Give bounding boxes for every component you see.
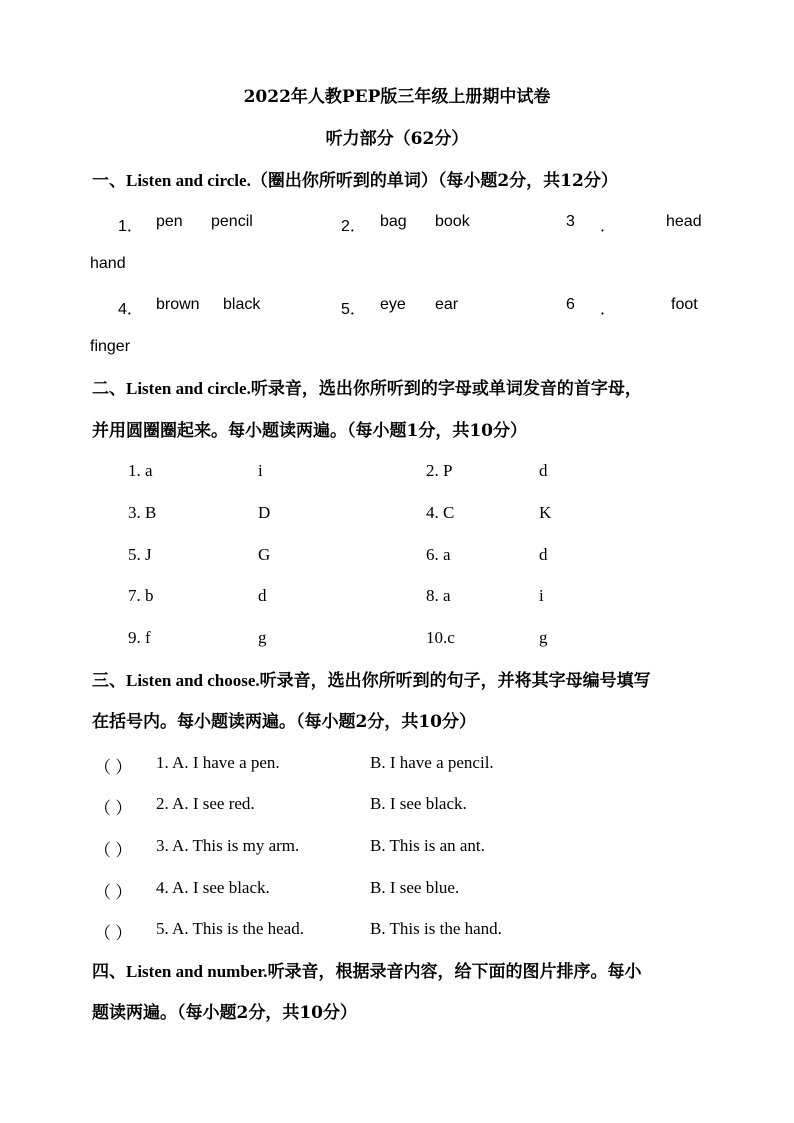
letter-option: 1. a <box>128 461 153 480</box>
sentence-option: B. I have a pencil. <box>370 753 494 772</box>
word-option: hand <box>90 255 126 272</box>
exam-subtitle: 听力部分（62分） <box>325 129 469 149</box>
word-option: black <box>223 296 261 313</box>
letter-option: 10.c <box>426 628 455 647</box>
answer-bracket[interactable]: （ ） <box>94 758 133 777</box>
sentence-option: 4. A. I see black. <box>156 878 270 897</box>
section3-heading-en: Listen and choose. <box>126 671 260 690</box>
question-number: 6 <box>566 296 575 313</box>
sentence-option: 1. A. I have a pen. <box>156 753 280 772</box>
letter-option: K <box>539 503 552 522</box>
letter-option: d <box>539 461 548 480</box>
letter-option: D <box>258 503 271 522</box>
section2-heading-en: Listen and circle. <box>126 379 251 398</box>
answer-bracket[interactable]: （ ） <box>94 883 133 902</box>
section4-heading-cn: 听录音，根据录音内容，给下面的图片排序。每小 <box>267 962 642 982</box>
word-option: pencil <box>211 213 253 230</box>
sentence-option: 5. A. This is the head. <box>156 919 304 938</box>
letter-option: d <box>258 586 267 605</box>
word-option: head <box>666 213 702 230</box>
section1-heading-cn: （圈出你所听到的单词）（每小题2分，共12分） <box>250 171 618 191</box>
section3-heading-prefix: 三、 <box>92 671 126 691</box>
letter-option: 7. b <box>128 586 154 605</box>
answer-bracket[interactable]: （ ） <box>94 799 133 818</box>
letter-option: 8. a <box>426 586 451 605</box>
answer-bracket[interactable]: （ ） <box>94 924 133 943</box>
section1-heading <box>92 170 618 192</box>
word-option: bag <box>380 213 407 230</box>
word-option: book <box>435 213 470 230</box>
sentence-option: B. This is the hand. <box>370 919 502 938</box>
sentence-option: 2. A. I see red. <box>156 794 255 813</box>
section4-heading-prefix: 四、 <box>92 962 126 982</box>
word-option: foot <box>671 296 698 313</box>
section4-heading <box>92 961 642 983</box>
word-option: ear <box>435 296 459 313</box>
letter-option: 3. B <box>128 503 157 522</box>
section2-heading-prefix: 二、 <box>92 379 126 399</box>
letter-option: G <box>258 545 271 564</box>
letter-option: 4. C <box>426 503 455 522</box>
word-option: brown <box>156 296 200 313</box>
letter-option: 5. J <box>128 545 152 564</box>
section3-heading <box>92 670 651 692</box>
letter-option: i <box>539 586 544 605</box>
sentence-option: B. I see blue. <box>370 878 460 897</box>
question-number: 2． <box>341 218 366 235</box>
letter-option: 6. a <box>426 545 451 564</box>
question-number: 3 <box>566 213 575 230</box>
letter-option: 9. f <box>128 628 151 647</box>
question-dot: ． <box>600 218 617 235</box>
letter-option: d <box>539 545 548 564</box>
section2-heading-line2: 并用圆圈圈起来。每小题读两遍。（每小题1分，共10分） <box>92 421 527 441</box>
sentence-option: 3. A. This is my arm. <box>156 836 300 855</box>
section3-heading-cn: 听录音，选出你所听到的句子，并将其字母编号填写 <box>259 671 651 691</box>
letter-option: g <box>258 628 267 647</box>
word-option: eye <box>380 296 406 313</box>
sentence-option: B. This is an ant. <box>370 836 485 855</box>
question-number: 5． <box>341 301 366 318</box>
section4-heading-line2: 题读两遍。（每小题2分，共10分） <box>92 1003 357 1023</box>
question-number: 1． <box>118 218 143 235</box>
section2-heading-cn: 听录音，选出你所听到的字母或单词发音的首字母， <box>250 379 642 399</box>
section4-heading-en: Listen and number. <box>126 962 268 981</box>
word-option: pen <box>156 213 183 230</box>
section3-heading-line2: 在括号内。每小题读两遍。（每小题2分，共10分） <box>92 712 476 732</box>
word-option: finger <box>90 338 131 355</box>
question-number: 4． <box>118 301 143 318</box>
section1-heading-en: Listen and circle. <box>126 171 251 190</box>
section1-heading-prefix: 一、 <box>92 171 126 191</box>
exam-title: 2022年人教PEP版三年级上册期中试卷 <box>243 87 551 107</box>
section2-heading <box>92 378 642 400</box>
answer-bracket[interactable]: （ ） <box>94 841 133 860</box>
letter-option: i <box>258 461 263 480</box>
sentence-option: B. I see black. <box>370 794 467 813</box>
letter-option: 2. P <box>426 461 453 480</box>
question-dot: ． <box>600 301 617 318</box>
letter-option: g <box>539 628 548 647</box>
